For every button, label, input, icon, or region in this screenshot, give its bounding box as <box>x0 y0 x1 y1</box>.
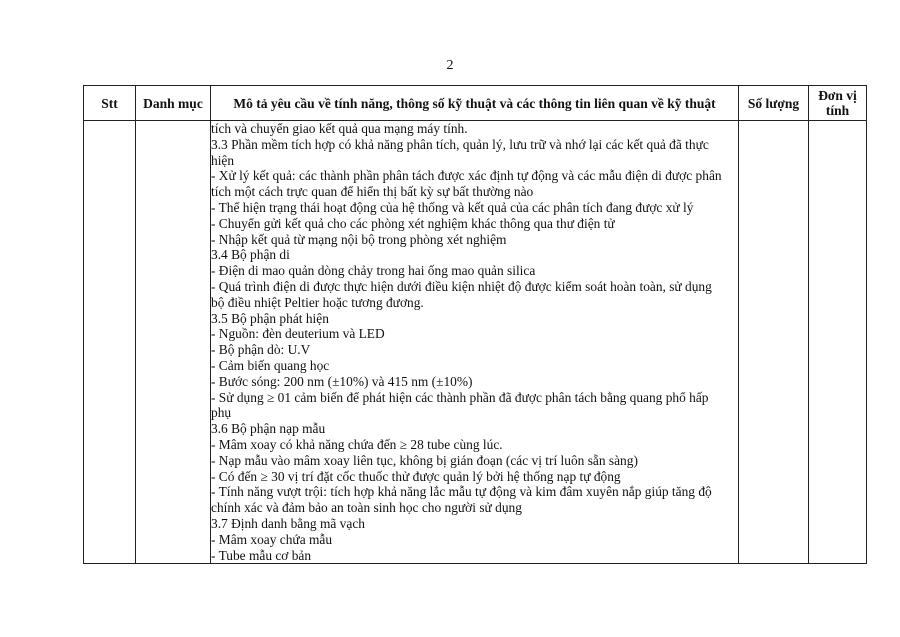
description-line: phụ <box>211 405 232 421</box>
description-line: 3.4 Bộ phận di <box>211 247 290 263</box>
description-line: - Nạp mẫu vào mâm xoay liên tục, không bị gián đoạn (các vị trí luôn sẵn sàng) <box>211 452 638 468</box>
description-line: - Tính năng vượt trội: tích hợp khả năng lắc mẫu tự động và kim đâm xuyên nắp giúp tăng độ <box>211 484 712 500</box>
header-stt: Stt <box>84 86 136 121</box>
description-line: hiện <box>211 152 235 168</box>
header-don-vi-line-2: tính <box>825 103 850 118</box>
danh-muc-cell <box>136 121 211 564</box>
table-header-row <box>84 86 867 121</box>
description-line: - Thể hiện trạng thái hoạt động của hệ thống và kết quả của các phân tích đang được xử lý <box>211 199 694 215</box>
description-line: - Quá trình điện di được thực hiện dưới điều kiện nhiệt độ được kiểm soát hoàn toàn, sử dụng <box>211 278 712 294</box>
table-row <box>84 121 867 564</box>
header-don-vi <box>809 86 867 121</box>
description-line: 3.7 Định danh bằng mã vạch <box>211 515 365 531</box>
description-line: 3.5 Bộ phận phát hiện <box>211 310 329 326</box>
description-line: - Mâm xoay có khả năng chứa đến ≥ 28 tube cùng lúc. <box>211 436 503 452</box>
header-don-vi-line-1: Đơn vị <box>818 88 857 103</box>
header-so-luong: Số lượng <box>739 86 809 121</box>
description-cell <box>211 121 739 564</box>
description-line: - Cảm biến quang học <box>211 357 330 373</box>
description-line: - Xử lý kết quả: các thành phần phân tách được xác định tự động và các mẫu điện di được phân <box>211 168 722 184</box>
page-number: 2 <box>446 58 454 73</box>
specification-table <box>83 85 867 564</box>
don-vi-cell <box>809 121 867 564</box>
description-line: 3.3 Phần mềm tích hợp có khả năng phân tích, quản lý, lưu trữ và nhớ lại các kết quả đã thực <box>211 136 709 152</box>
description-line: chính xác và đảm bảo an toàn sinh học cho người sử dụng <box>211 500 522 516</box>
so-luong-cell <box>739 121 809 564</box>
description-line: - Có đến ≥ 30 vị trí đặt cốc thuốc thử được quản lý bởi hệ thống nạp tự động <box>211 468 621 484</box>
stt-cell <box>84 121 136 564</box>
description-line: - Sử dụng ≥ 01 cảm biến để phát hiện các thành phần đã được phân tách bằng quang phổ hấp <box>211 389 709 405</box>
description-line: - Chuyển gửi kết quả cho các phòng xét nghiệm khác thông qua thư điện tử <box>211 215 615 231</box>
description-line: bộ điều nhiệt Peltier hoặc tương đương. <box>211 294 424 310</box>
description-line: 3.6 Bộ phận nạp mẫu <box>211 421 326 437</box>
description-line: - Bước sóng: 200 nm (±10%) và 415 nm (±10%) <box>211 373 473 389</box>
description-line: - Nguồn: đèn deuterium và LED <box>211 326 385 342</box>
description-line: tích một cách trực quan để hiển thị bất kỳ sự bất thường nào <box>211 184 534 200</box>
description-line: - Nhập kết quả từ mạng nội bộ trong phòng xét nghiệm <box>211 231 507 247</box>
description-line: tích và chuyển giao kết quả qua mạng máy tính. <box>211 121 468 136</box>
header-mo-ta: Mô tả yêu cầu về tính năng, thông số kỹ thuật và các thông tin liên quan về kỹ thuật <box>211 86 739 121</box>
header-danh-muc: Danh mục <box>136 86 211 121</box>
description-line: - Mâm xoay chứa mẫu <box>211 531 333 547</box>
description-line: - Điện di mao quản dòng chảy trong hai ống mao quản silica <box>211 263 536 279</box>
description-line: - Bộ phận dò: U.V <box>211 342 311 358</box>
description-line: - Tube mẫu cơ bản <box>211 547 312 563</box>
